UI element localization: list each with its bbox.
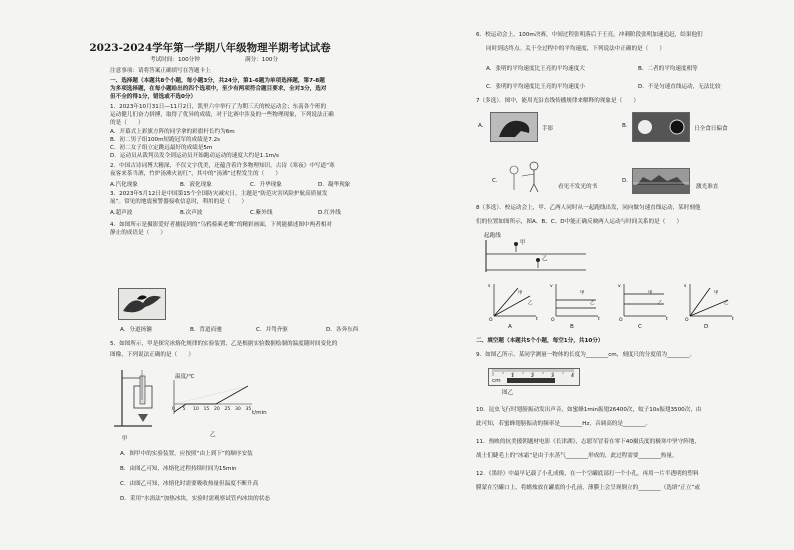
hand-shadow-photo xyxy=(490,112,538,142)
q10-line-1: 10．昆虫飞行时翅膀振动发出声音，如蜜蜂1min振翅26400次，蚊子10s振翅3500次，由 xyxy=(476,407,702,413)
q5-option-d: D．采用“水浴法”加热冰块，实验时需观察试管内冰块的状态 xyxy=(120,496,270,502)
runner-yi-label: 乙 xyxy=(542,256,548,262)
q2-stem-1: 2．中国古诗词博大精深，不仅文字优美，还蕴含着许多物理知识。古诗《寒夜》中写道“寒 xyxy=(110,163,335,169)
ruler-tick-label: 2 xyxy=(531,374,534,379)
tunnel-laser-icon xyxy=(633,169,689,193)
svg-text:乙: 乙 xyxy=(590,301,595,306)
hand-shadow-icon xyxy=(491,113,537,141)
svg-text:甲: 甲 xyxy=(580,291,585,296)
q8-stem-1: 8（多选）．校运动会上，甲、乙两人同时从一起跑线出发，同向做匀速直线运动，某时刻他 xyxy=(476,205,701,211)
q7-stem: 7（多选）．图中，能用光沿直线传播规律来解释的现象是（ ） xyxy=(476,98,639,104)
ruler-figure-label: 图乙 xyxy=(502,390,514,396)
svg-text:s: s xyxy=(488,284,491,289)
svg-text:O: O xyxy=(685,318,689,323)
right-page xyxy=(408,0,794,550)
section1-line3: 但不全的得1分，错选或不选0分） xyxy=(110,94,197,100)
q3-option-d: D.红外线 xyxy=(318,210,341,216)
q7-label-d: 激光准直 xyxy=(696,184,719,190)
q3-option-a: A.超声波 xyxy=(110,210,133,216)
svg-text:乙: 乙 xyxy=(658,301,663,306)
q7-label-a: 手影 xyxy=(542,126,554,132)
ruler-unit: cm xyxy=(492,378,501,384)
graph-tick-label: 30 xyxy=(235,407,241,412)
graph-tick-label: 25 xyxy=(224,407,231,412)
q7-label-b: 日全食日偏食 xyxy=(694,126,728,132)
graph-tick-label: 0 xyxy=(172,407,175,412)
ruler-tick-label: 3 xyxy=(551,374,554,379)
graph-tick-label: 15 xyxy=(203,407,210,412)
q5-stem-2: 图像，下列说法正确的是（ ） xyxy=(110,352,194,358)
q4-option-b: B．背道而驰 xyxy=(190,327,222,333)
ruler-tick-label: 4 xyxy=(571,374,574,379)
svg-text:乙: 乙 xyxy=(724,301,729,306)
q8-option-label-d: D xyxy=(704,324,709,330)
svg-text:s: s xyxy=(684,284,687,289)
q6-option-d: D．不是匀速直线运动，无法比较 xyxy=(638,84,721,90)
q8-graph-b xyxy=(550,282,602,322)
svg-text:甲: 甲 xyxy=(648,291,653,296)
svg-text:t: t xyxy=(732,317,734,322)
q5-option-a: A．图甲中的实验装置，应按照“由上到下”的顺序安装 xyxy=(120,451,253,457)
q5-option-b: B．由图乙可知，冰熔化过程持续时间为15min xyxy=(120,466,237,472)
svg-text:甲: 甲 xyxy=(714,291,719,296)
q4-stem-2: 静止的成语是（ ） xyxy=(110,230,166,236)
q8-graph-d xyxy=(684,282,736,322)
eclipse-icon xyxy=(633,113,689,141)
q1-option-d: D．运动员从裁判员发令到运动员开始跑动运动的速度大约是1.1m/s xyxy=(110,153,279,159)
graph-tick-label: 10 xyxy=(193,407,199,412)
figure-yi-label: 乙 xyxy=(210,432,216,438)
q6-stem-1: 6．校运动会上，100m决赛，中间过程张明落后于王亮，冲刺阶段张明加速追赶，结果他们 xyxy=(476,32,703,38)
q6-option-a: A．张明的平均速度比王亮的平均速度大 xyxy=(486,66,585,72)
q2-option-a: A.汽化现象 xyxy=(110,182,138,188)
svg-text:O: O xyxy=(551,318,555,323)
q3-stem-1: 3．2023年5月12日是中国第15个全国防灾减灾日，主题是“防范灾害风险护航高质量发 xyxy=(110,191,328,197)
q7-label-c: 看见不发光的书 xyxy=(558,184,598,190)
runner-jia-label: 甲 xyxy=(520,240,526,246)
q12-line-2: 膜蒙在空罐口上，将蜡烛放在罐底的小孔前，薄膜上会呈现倒立的________（选填“正立”或 xyxy=(476,485,700,491)
q1-stem-3: 的是（ ） xyxy=(110,120,144,126)
exam-title: 2023-2024学年第一学期八年级物理半期考试试卷 xyxy=(89,42,331,54)
svg-text:v: v xyxy=(550,284,553,289)
q4-option-d: D．各奔东西 xyxy=(326,327,359,333)
svg-text:O: O xyxy=(489,318,493,323)
q3-option-c: C.紫外线 xyxy=(250,210,273,216)
svg-text:v: v xyxy=(618,284,621,289)
q5-option-c: C．由图乙可知，冰熔化时需要吸收热量但温度不断升高 xyxy=(120,481,259,487)
ruler-tick-label: 1 xyxy=(511,374,514,379)
q8-option-label-c: C xyxy=(638,324,642,330)
crow-eagle-icon xyxy=(119,289,165,319)
q1-option-b: B．初二男子组100m短跑冠军的成绩是7.2s xyxy=(110,137,221,143)
q8-option-label-b: B xyxy=(570,324,574,330)
full-score: 满分：100分 xyxy=(245,57,279,63)
q3-stem-2: 展”。常见的地震预警器接收信息时，利用的是（ ） xyxy=(110,199,248,205)
q8-graph-a xyxy=(488,282,540,322)
q8-option-label-a: A xyxy=(508,324,512,330)
section1-header: 一、选择题（本题共8个小题，每小题3分，共24分，第1-6题为单项选择题，第7-8题 xyxy=(110,78,325,84)
q7-letter-c: C. xyxy=(492,178,498,184)
q2-option-b: B．液化现象 xyxy=(180,182,212,188)
section1-line2: 为多项选择题，在每小题给出的四个选项中，至少有两项符合题目要求，全对3分，选对 xyxy=(110,86,327,92)
ruler-ticks xyxy=(489,369,579,385)
svg-text:乙: 乙 xyxy=(528,301,533,306)
ruler-figure xyxy=(488,368,580,386)
svg-text:t: t xyxy=(536,317,538,322)
bird-photo xyxy=(118,288,166,320)
q1-stem-2: 运动健儿们奋力拼搏，取得了优异的成绩，对于比赛中涉及的一些物理现象，下列说法正确 xyxy=(110,112,334,118)
q4-stem-1: 4．如图所示是摄影爱好者捕捉到的“乌鸦骑乘老鹰”的精彩画面，下列能描述图中两者相对 xyxy=(110,222,332,228)
q8-stem-2: 们的位置如图所示，图A、B、C、D中能正确反映两人运动与时间关系的是（ ） xyxy=(476,219,683,225)
q9-stem: 9．如图乙所示，某同学测量一物体的长度为________cm，刻度尺的分度值为________。 xyxy=(476,352,696,358)
q4-option-a: A．分道扬镳 xyxy=(120,327,152,333)
q1-option-a: A．开幕式上彩旗方阵的同学拿的彩旗杆长约为6m xyxy=(110,129,235,135)
q7-letter-a: A. xyxy=(478,123,484,129)
melting-apparatus-figure xyxy=(112,368,172,434)
q1-option-c: C．初二女子组立定跳远最好的成绩是5m xyxy=(110,145,213,151)
q2-option-c: C．升华现象 xyxy=(250,182,282,188)
eclipse-photo xyxy=(632,112,690,142)
q11-line-1: 11．热映的抗美援朝题材电影《长津湖》，志愿军冒着在零下40摄氏度的极寒中坚守阵地， xyxy=(476,439,700,445)
graph-tick-label: 5 xyxy=(182,407,186,412)
q8-graph-c xyxy=(618,282,670,322)
svg-text:甲: 甲 xyxy=(518,291,523,296)
q2-stem-2: 夜客来茶当酒，竹炉汤沸火初红”，其中的“汤沸”过程发生的（ ） xyxy=(110,171,281,177)
q11-line-2: 战士们睫毛上的“冰霜”是由于水蒸气________形成的，此过程需要________热量。 xyxy=(476,453,678,459)
q7-letter-d: D. xyxy=(622,178,629,184)
reading-book-figure xyxy=(504,160,550,194)
start-line-label: 起跑线 xyxy=(484,233,501,239)
graph-y-label: 温度/℃ xyxy=(175,374,195,380)
figure-jia-label: 甲 xyxy=(122,436,128,442)
q7-letter-b: B. xyxy=(622,123,628,129)
svg-text:O: O xyxy=(619,318,623,323)
q5-stem-1: 5．如图所示，甲是探究冰熔化规律的实验装置，乙是根据实验数据绘制的温度随时间变化的 xyxy=(110,341,338,347)
graph-tick-label: 35 xyxy=(245,407,252,412)
q3-option-b: B.次声波 xyxy=(180,210,203,216)
graph-tick-label: 20 xyxy=(214,407,220,412)
exam-time: 考试时间：100分钟 xyxy=(150,57,200,63)
q6-option-b: B．二者的平均速度相等 xyxy=(638,66,698,72)
q2-option-d: D．凝华现象 xyxy=(318,182,351,188)
q10-line-2: 此可知，若蜜蜂翅膀振动的频率是________Hz，音调高的是________。 xyxy=(476,421,651,427)
svg-text:t: t xyxy=(666,317,668,322)
temperature-time-graph xyxy=(168,380,258,424)
notice: 注意事项：请将答案正确填写在答题卡上 xyxy=(110,68,211,74)
q12-line-1: 12．《墨经》中最早记载了小孔成像，在一个空罐底部打一个小孔，再用一片半透明的塑料 xyxy=(476,471,699,477)
svg-text:t: t xyxy=(598,317,600,322)
q6-stem-2: 同时到达终点。关于全过程中的平均速度，下列说法中正确的是（ ） xyxy=(486,46,666,52)
laser-alignment-photo xyxy=(632,168,690,194)
q4-option-c: C．并驾齐驱 xyxy=(256,327,288,333)
q6-option-c: C．张明的平均速度比王亮的平均速度小 xyxy=(486,84,586,90)
graph-x-label: t/min xyxy=(252,410,267,416)
section2-header: 二、填空题（本题共5个小题，每空1分，共10分） xyxy=(476,338,604,344)
q1-stem-1: 1．2023年10月31日—11月2日，凯里六中举行了为期三天的校运动会；东南各个班的 xyxy=(110,104,327,110)
race-track-figure xyxy=(482,240,592,276)
